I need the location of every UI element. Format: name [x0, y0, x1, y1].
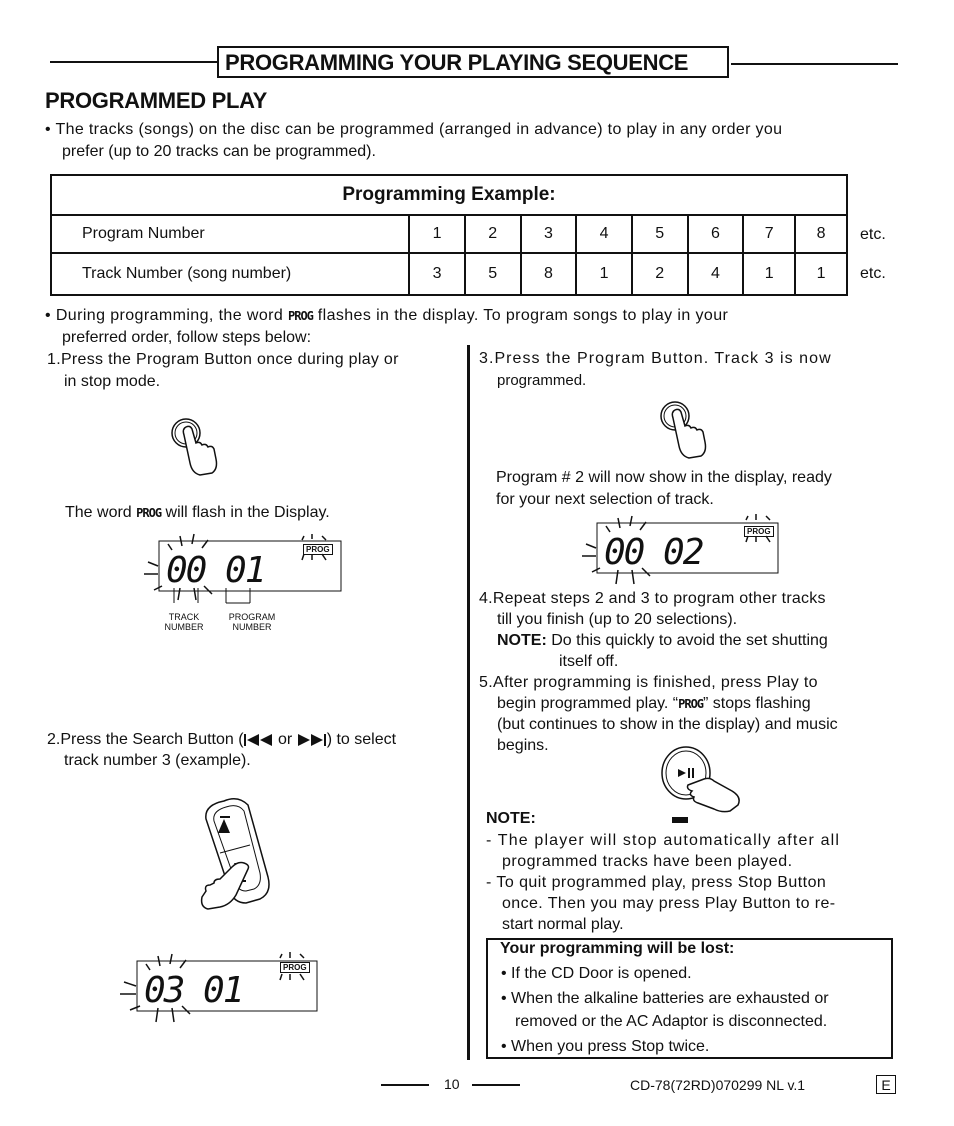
step5-line-3: (but continues to show in the display) and music	[497, 716, 838, 733]
flash-text-a: The word	[65, 504, 132, 521]
prog-word: PROG	[288, 309, 313, 323]
step5-text-a: begin programmed play. “	[497, 695, 679, 712]
step2-text-a: 2.Press the Search Button (	[47, 731, 244, 748]
table-cell: 7	[743, 215, 795, 253]
lcd-digits: 03 01	[144, 970, 243, 1011]
header-rule-left	[50, 61, 217, 63]
prog-indicator: PROG	[303, 544, 333, 555]
note2-line-5: start normal play.	[502, 916, 624, 933]
prog-word: PROG	[136, 506, 162, 520]
programming-example-table	[50, 174, 848, 296]
step3-line-2: programmed.	[497, 372, 587, 389]
caption-line: NUMBER	[164, 622, 204, 632]
table-cell: 4	[576, 215, 632, 253]
flash-caption	[65, 502, 330, 524]
row-label-program-number	[51, 215, 409, 253]
step5-line-4: begins.	[497, 737, 549, 754]
caption-line: TRACK	[168, 612, 200, 622]
lost-item-2: • When the alkaline batteries are exhausted or	[501, 990, 829, 1007]
table-cell: 1	[795, 253, 847, 295]
lost-item-1: • If the CD Door is opened.	[501, 965, 692, 982]
note2-line-1: - The player will stop automatically after all	[486, 832, 841, 849]
note-label: NOTE:	[497, 632, 547, 649]
table-cell: 8	[795, 215, 847, 253]
prog-indicator: PROG	[280, 962, 310, 973]
etc-label-2: etc.	[860, 265, 886, 282]
footer-rule-right	[472, 1084, 520, 1086]
table-cell: 3	[409, 253, 465, 295]
skip-forward-icon	[297, 734, 327, 746]
note2-label: NOTE:	[486, 810, 536, 827]
step1-line-1: 1.Press the Program Button once during play or	[47, 351, 399, 368]
program-number-caption	[220, 612, 284, 632]
table-cell: 4	[688, 253, 744, 295]
column-divider	[467, 345, 470, 1060]
table-row	[51, 215, 847, 253]
note2-line-2: programmed tracks have been played.	[502, 853, 793, 870]
table-cell: 3	[521, 215, 577, 253]
lost-item-3: • When you press Stop twice.	[501, 1038, 710, 1055]
note2-line-4: once. Then you may press Play Button to re-	[502, 895, 836, 912]
track-number-caption	[160, 612, 208, 632]
lcd-display-1	[140, 530, 345, 610]
row-label-track-number	[51, 253, 409, 295]
step4-note	[497, 630, 828, 651]
prog-word: PROG	[678, 697, 704, 711]
play-pause-hand-icon	[658, 745, 748, 813]
lost-item-2b: removed or the AC Adaptor is disconnected.	[515, 1013, 828, 1030]
language-badge: E	[876, 1075, 896, 1094]
footer-rule-left	[381, 1084, 429, 1086]
example-title: Programming Example:	[342, 184, 556, 205]
table-cell: 8	[521, 253, 577, 295]
lcd-digits: 00 02	[604, 532, 703, 573]
during-text-a: • During programming, the word	[45, 307, 284, 324]
step5-line-1: 5.After programming is finished, press Play to	[479, 674, 818, 691]
step1-line-2: in stop mode.	[64, 373, 161, 390]
caption-line: PROGRAM	[228, 612, 276, 622]
hand-press-button-icon	[655, 398, 715, 468]
step2-line-1	[47, 729, 396, 750]
table-cell: 5	[632, 215, 688, 253]
prog-indicator: PROG	[744, 526, 774, 537]
example-title-cell	[51, 175, 847, 215]
step2-line-2: track number 3 (example).	[64, 752, 251, 769]
step5-line-2	[497, 693, 811, 715]
show-line-2: for your next selection of track.	[496, 491, 714, 508]
table-cell: 1	[409, 215, 465, 253]
table-cell: 2	[465, 215, 521, 253]
page-title: PROGRAMMING YOUR PLAYING SEQUENCE	[217, 46, 729, 78]
skip-back-icon	[244, 734, 274, 746]
note-text: Do this quickly to avoid the set shutting	[551, 632, 828, 649]
table-row	[51, 253, 847, 295]
row-label-text: Program Number	[82, 225, 205, 242]
step4-line-2: till you finish (up to 20 selections).	[497, 611, 738, 628]
flash-text-b: will flash in the Display.	[165, 504, 330, 521]
table-cell: 5	[465, 253, 521, 295]
show-line-1: Program # 2 will now show in the display, ready	[496, 469, 832, 486]
search-button-hand-icon	[198, 797, 278, 927]
header-rule-right	[731, 63, 898, 65]
step4-note-line-2: itself off.	[559, 653, 619, 670]
note2-line-3: - To quit programmed play, press Stop Button	[486, 874, 827, 891]
step5-text-b: ” stops flashing	[703, 695, 811, 712]
step2-or: or	[278, 731, 293, 748]
lcd-display-2	[118, 950, 323, 1030]
step3-line-1: 3.Press the Program Button. Track 3 is now	[479, 350, 832, 367]
lcd-digits: 00 01	[166, 550, 265, 591]
table-cell: 1	[576, 253, 632, 295]
section-title: PROGRAMMED PLAY	[45, 88, 268, 113]
table-cell: 2	[632, 253, 688, 295]
table-cell: 6	[688, 215, 744, 253]
page-number: 10	[444, 1076, 460, 1092]
stop-symbol-icon	[672, 817, 688, 823]
etc-label-1: etc.	[860, 226, 886, 243]
caption-line: NUMBER	[232, 622, 272, 632]
intro-line-2: prefer (up to 20 tracks can be programmed).	[62, 143, 376, 160]
row-label-text: Track Number (song number)	[82, 265, 292, 282]
during-line-1	[45, 305, 905, 327]
during-text-b: flashes in the display. To program songs to play in your	[317, 307, 729, 324]
programming-lost-box	[486, 938, 893, 1059]
step2-text-b: ) to select	[326, 731, 397, 748]
intro-line-1: • The tracks (songs) on the disc can be programmed (arranged in advance) to play in any order you	[45, 121, 783, 138]
lost-title: Your programming will be lost:	[500, 940, 735, 957]
hand-press-button-icon	[166, 415, 226, 485]
table-cell: 1	[743, 253, 795, 295]
model-code: CD-78(72RD)070299 NL v.1	[630, 1077, 806, 1093]
step4-line-1: 4.Repeat steps 2 and 3 to program other tracks	[479, 590, 826, 607]
lcd-display-3	[578, 512, 783, 592]
during-line-2: preferred order, follow steps below:	[62, 329, 312, 346]
